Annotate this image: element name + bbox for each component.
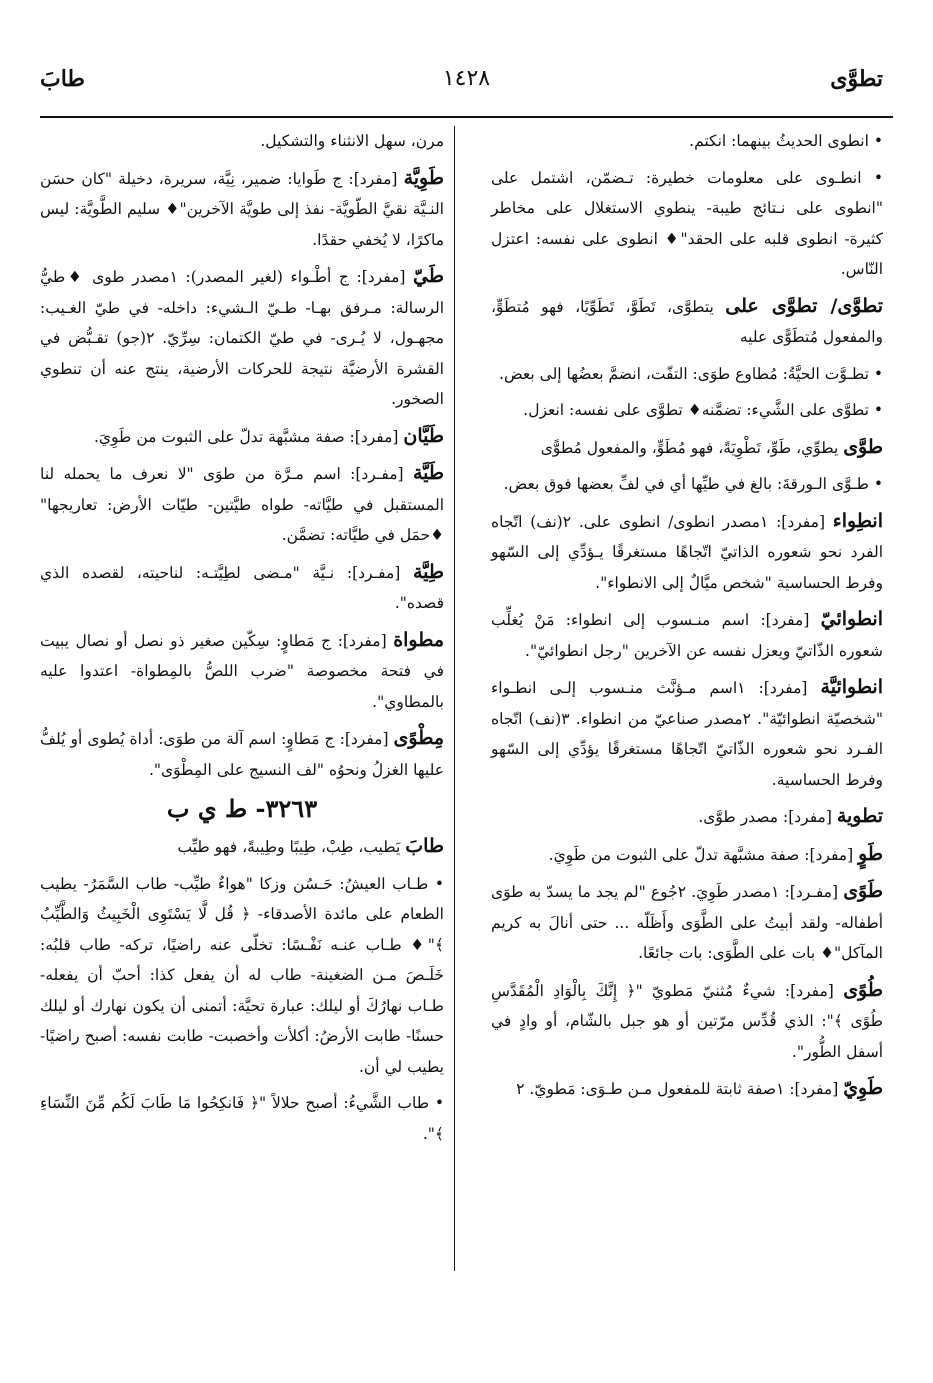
entry-definition: • طـاب العيشُ: حَـسُن وزكا "هواءٌ طيِّب- طاب السَّمَرُ- يطيب الطعام على مائدة الأصدقاء- ﴿ قُل لَّا يَسْتَوِى الْخَبِيثُ وَالطَّيِّبُ ﴾"♦ طـاب عنـه نَفْـسًا: تخلّى عنه راضيًا، تركه- طاب قلبُه: خَلَـصَ مـن الضغينة- طاب له أن يفعل كذا: أحبّ أن يفعله- طـاب نهارُكَ أو ليلك: عبارة تحيَّة: أتمنى أن يكون نهارك أو ليلك حسنًا- طابت الأرضُ: أكلأت وأخصبت- طابت نفسه: أصبح راضيًا- يطيب لي أن.	[40, 874, 444, 1076]
dictionary-entry	[491, 432, 883, 464]
dictionary-entry	[40, 723, 444, 785]
entry-definition: • طاب الشَّيءُ: أصبح حلالاً "﴿ فَانكِحُوا مَا طَابَ لَكُم مِّنَ النِّسَاءِ ﴾".	[40, 1094, 444, 1143]
entry-definition: [مفرد]: ١صفة ثابتة للمفعول مـن طـوَى: مَطويّ. ٢	[516, 1080, 844, 1098]
entry-definition: يتطوَّى، تَطَوَّ، تَطَوِّيًا، فهو مُتطَوٍّ، والمفعول مُتطَوًّى عليه	[491, 297, 883, 346]
entry-definition: [مفرد]: ج طَوايا: ضمير، نِيَّة، سريرة، دخيلة "كان حسَن النـيَّة نقيَّ الطّويَّة- نفذ إلى طويَّة الآخرين"♦ سليم الطَّويَّة: ليس ماكرًا، لا يُخفي حقدًا.	[40, 169, 444, 249]
entry-headword: طُوًى	[843, 978, 883, 1001]
entry-headword: انطوائيّ	[820, 608, 883, 630]
dictionary-entry	[491, 975, 883, 1068]
entry-definition: • انطوى الحديثُ بينهما: انكتم.	[689, 132, 883, 150]
entry-definition: [مفرد]: ج أطْـواء (لغير المصدر): ١مصدر طوى ♦طيُّ الرسالة: مـرفق بهـا- طـيّ الـشيء: داخله- في طيّ الغـيب: مجهـول، لا يُـرى- في طيّ الكتمان: سِرِّيّ. ٢(جو) تقـبُّض في القشرة الأرضيَّة نتيجة للحركات الأرضية، ينتج عنه أن تنطوي الصخور.	[40, 268, 445, 408]
entry-definition: [مفرد]: صفة مشبَّهة تدلّ على الثبوت من طَوِيَ.	[548, 845, 859, 864]
dictionary-entry	[491, 839, 883, 871]
dictionary-entry	[40, 831, 444, 863]
entry-definition: [مفرد]: شيءٌ مُثنيّ مَطويّ "﴿ إِنَّكَ بِالْوَادِ الْمُقَدَّسِ طُوًى ﴾": الذي قُدِّس مرّتين أو هو جبل بالشّام، أو وادٍ في أسفل الطُّور".	[491, 981, 883, 1061]
entry-definition: [مفرد]: ١مصدر انطوى/ انطوى على. ٢(نف) اتّجاه الفرد نحو شعوره الذاتيّ اتّجاهًا مستغرقًا يـؤدِّي إلى السّهو وفرط الحساسية "شخص ميَّالٌ إلى الانطواء".	[491, 512, 883, 592]
entry-definition: [مفـرد]: ١مصدر طَوِيَ. ٢جُوع "لم يجد ما يسدّ به طوَى أطفاله- ولقد أبيتُ على الطَّوَى وأَظَلّه ... حتى أنالَ به كريم المآكل"♦ بات على الطَّوَى: بات جائعًا.	[491, 883, 883, 962]
dictionary-entry	[40, 458, 444, 551]
left-column-top	[40, 126, 444, 785]
entry-definition: [مفرد]: ج مَطاوٍ: سِكّين صغير ذو نصل أو نصال يبيت في فتحة مخصوصة "ضرب اللصُّ بالمِطواة- اعتدوا عليه بالمطاوي".	[40, 631, 444, 711]
dictionary-entry	[40, 261, 444, 415]
dictionary-entry	[491, 395, 883, 426]
column-divider	[454, 126, 455, 1271]
entry-headword: انطِواء	[832, 509, 883, 532]
dictionary-entry	[491, 801, 883, 833]
header-guide-word-left: طابَ	[40, 66, 85, 92]
section-heading: ٣٢٦٣- ط ي ب	[166, 794, 318, 823]
dictionary-entry	[491, 291, 883, 353]
header-guide-word-right: تطوَّى	[830, 66, 883, 92]
entry-definition: [مفـرد]: نـيَّة "مـضى لطِيَّتـه: لناحيته، لقصده الذي قصده".	[40, 563, 444, 612]
entry-definition: يطوِّي، طَوِّ، تَطْوِيَةً، فهو مُطَوٍّ، والمفعول مُطوًّى	[540, 438, 844, 457]
entry-definition: [مفرد]: ج مَطاوٍ: اسم آلة من طوَى: أداة يُطوى أو يُلفُّ عليها الغزلُ ونحوُه "لف النسيج على المِطْوَى".	[40, 730, 444, 779]
dictionary-entry	[40, 557, 444, 619]
dictionary-entry	[491, 1073, 883, 1105]
entry-definition: [مفرد]: ١اسم مـؤنَّث منـسوب إلـى انطـواء "شخصيّة انطوائيّة". ٢مصدر صناعيّ من انطواء. ٣(نف) اتّجاه الفـرد نحو شعوره الذّاتيّ اتّجاهًا مستغرقًا يؤدِّي إلى السّهو وفرط الحساسية.	[491, 679, 883, 789]
left-column	[40, 126, 444, 1155]
entry-headword: مطواة	[393, 628, 444, 651]
entry-headword: تطوَّى/ تطوَّى على	[725, 294, 883, 317]
entry-definition: [مفـرد]: اسم مـرَّة من طوَى "لا نعرف ما يحمله لنا المستقبل في طيَّاته- طواه طيَّتين- طيّات الأرض: تعاريجها" ♦حمَل في طيَّاته: تضمَّن.	[40, 465, 445, 544]
entry-definition: [مفرد]: صفة مشبَّهة تدلّ على الثبوت من طَوِيَ.	[93, 427, 404, 446]
dictionary-entry	[40, 869, 444, 1083]
entry-definition: • طـوَّى الـورقةَ: بالغ في طيِّها أي في لفِّ بعضها فوق بعض.	[503, 475, 883, 493]
left-column-bottom	[40, 831, 444, 1149]
entry-headword: تطوية	[836, 805, 883, 827]
right-column	[491, 126, 883, 1111]
entry-headword: طَوًى	[843, 880, 883, 902]
entry-definition: [مفرد]: اسم منـسوب إلى انطواء: مَنْ يُغلِّب شعوره الذّاتيّ ويعزل نفسه عن الآخرين "رجل انطوائيّ".	[491, 611, 883, 660]
header-rule	[40, 116, 893, 118]
entry-headword: طَوِيّ	[843, 1077, 883, 1099]
entry-definition: • انطـوى على معلومات خطيرة: تـضمّن، اشتمل على "انطوى على نـتائج طيبة- ينطوي الاستغلال على مخاطر كثيرة- انطوى قلبه على الحقد"♦ انطوى على نفسه: اعتزل النّاس.	[491, 168, 883, 278]
dictionary-entry	[491, 672, 883, 795]
entry-definition: • تطوَّى على الشَّيء: تضمَّنه♦ تطوَّى على نفسه: انعزل.	[523, 401, 883, 419]
entry-headword: طِيَّة	[412, 560, 444, 583]
dictionary-entry	[491, 506, 883, 599]
dictionary-entry	[40, 126, 444, 157]
entry-definition: يَطيب، طِبْ، طِيبًا وطِيبةً، فهو طيِّب	[177, 838, 406, 856]
dictionary-entry	[491, 876, 883, 969]
entry-headword: طَوِيَّة	[403, 166, 444, 189]
entry-headword: طَوٍ	[858, 842, 883, 865]
entry-headword: طابَ	[405, 835, 444, 857]
entry-headword: انطوائيَّة	[820, 676, 883, 698]
entry-headword: طوَّى	[843, 435, 883, 458]
dictionary-entry	[491, 469, 883, 500]
entry-headword: طَيَّة	[412, 462, 444, 484]
dictionary-entry	[40, 421, 444, 453]
dictionary-entry	[491, 604, 883, 666]
entry-headword: مِطْوًى	[393, 727, 444, 749]
dictionary-entry	[491, 126, 883, 157]
page-number: ١٤٢٨	[442, 66, 491, 91]
dictionary-entry	[40, 163, 444, 256]
dictionary-entry	[40, 625, 444, 718]
dictionary-entry	[491, 163, 883, 285]
dictionary-entry	[40, 1088, 444, 1149]
entry-definition: مرن، سهل الانثناء والتشكيل.	[260, 132, 444, 150]
entry-headword: طَيّ	[413, 265, 444, 287]
entry-definition: • تطـوَّت الحيَّةُ: مُطاوع طوَى: التفّت، انضمَّ بعضُها إلى بعض.	[499, 364, 883, 383]
entry-headword: طَيَّان	[403, 424, 444, 447]
dictionary-entry	[491, 359, 883, 390]
entry-definition: [مفرد]: مصدر طوَّى.	[698, 808, 837, 826]
